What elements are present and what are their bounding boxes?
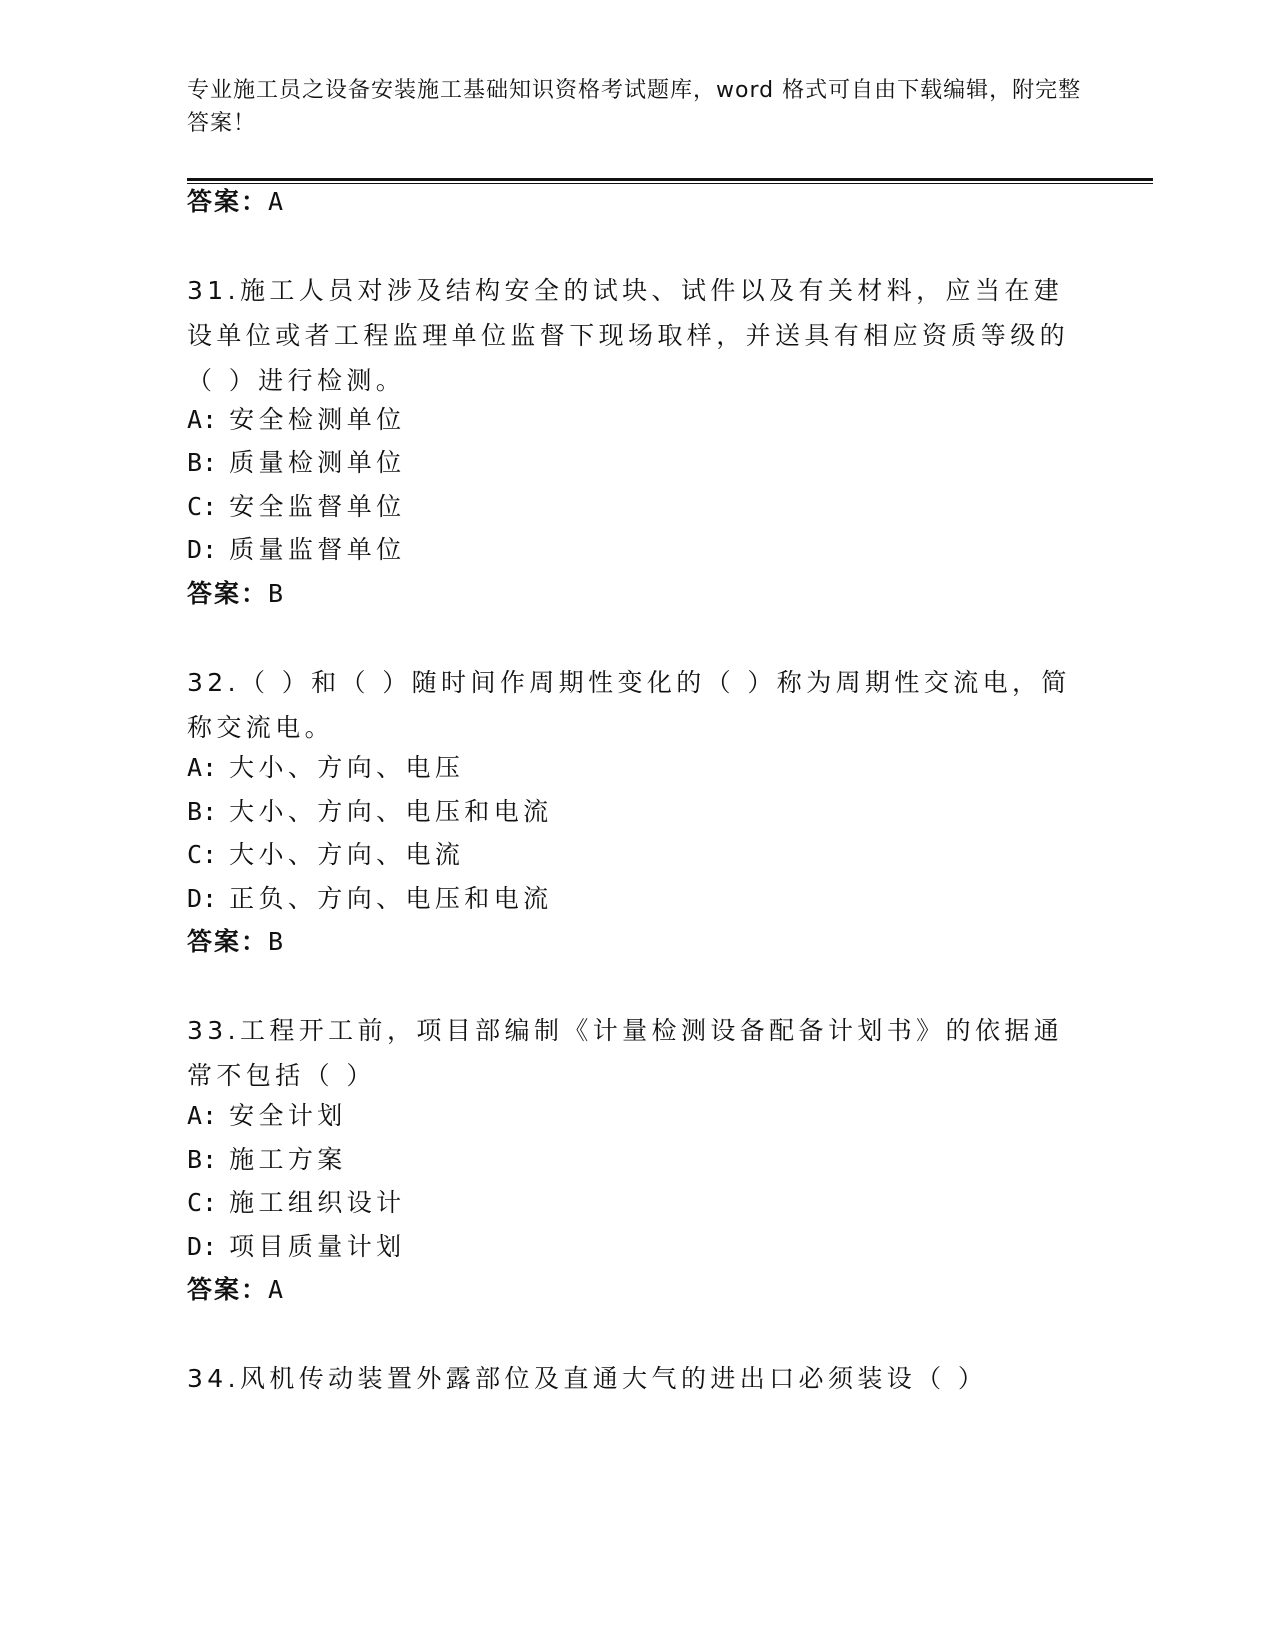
question-32-option-c (187, 837, 464, 873)
option-text: 施工组织设计 (229, 1188, 406, 1217)
answer-line-33 (187, 1272, 285, 1308)
question-34-text: 34.风机传动装置外露部位及直通大气的进出口必须装设（ ） (187, 1364, 988, 1393)
question-31-text: 31.施工人员对涉及结构安全的试块、试件以及有关材料，应当在建设单位或者工程监理单位监督下现场取样，并送具有相应资质等级的（ ）进行检测。 (187, 276, 1070, 395)
header-divider-thin (187, 183, 1153, 184)
question-31-option-c (187, 489, 406, 525)
answer-label: 答案： (187, 579, 269, 608)
option-letter: B: (187, 1145, 218, 1174)
answer-value: A (268, 1275, 286, 1304)
question-32-option-a (187, 750, 464, 786)
option-text: 大小、方向、电流 (229, 840, 465, 869)
question-31-option-b (187, 445, 406, 481)
question-32-text: 32.（ ）和（ ）随时间作周期性变化的（ ）称为周期性交流电，简称交流电。 (187, 668, 1071, 742)
option-letter: B: (187, 448, 218, 477)
question-33-option-c (187, 1185, 406, 1221)
option-letter: D: (187, 1232, 218, 1261)
option-text: 质量监督单位 (229, 535, 406, 564)
option-letter: B: (187, 797, 218, 826)
option-text: 施工方案 (229, 1145, 347, 1174)
question-33-option-b (187, 1142, 347, 1178)
option-text: 大小、方向、电压 (229, 753, 465, 782)
document-header: 专业施工员之设备安装施工基础知识资格考试题库，word 格式可自由下载编辑，附完整答案！ (187, 78, 1082, 136)
option-text: 正负、方向、电压和电流 (229, 884, 553, 913)
answer-label: 答案： (187, 927, 269, 956)
option-text: 安全计划 (229, 1101, 347, 1130)
question-33-text: 33.工程开工前，项目部编制《计量检测设备配备计划书》的依据通常不包括（ ） (187, 1016, 1064, 1090)
option-letter: C: (187, 1188, 218, 1217)
option-text: 项目质量计划 (229, 1232, 406, 1261)
option-letter: A: (187, 405, 218, 434)
question-31-option-d (187, 532, 406, 568)
answer-label: 答案： (187, 187, 269, 216)
answer-label: 答案： (187, 1275, 269, 1304)
answer-value: A (268, 187, 286, 216)
answer-value: B (268, 927, 286, 956)
answer-line-30 (187, 184, 285, 220)
question-32-option-d (187, 881, 553, 917)
question-33-option-a (187, 1098, 347, 1134)
option-letter: C: (187, 492, 218, 521)
option-text: 大小、方向、电压和电流 (229, 797, 553, 826)
option-letter: C: (187, 840, 218, 869)
option-letter: A: (187, 753, 218, 782)
header-divider-thick (187, 178, 1153, 181)
option-letter: D: (187, 884, 218, 913)
answer-value: B (268, 579, 286, 608)
question-33-option-d (187, 1229, 406, 1265)
option-text: 质量检测单位 (229, 448, 406, 477)
option-letter: D: (187, 535, 218, 564)
answer-line-32 (187, 924, 285, 960)
question-32-option-b (187, 794, 553, 830)
option-text: 安全监督单位 (229, 492, 406, 521)
option-letter: A: (187, 1101, 218, 1130)
answer-line-31 (187, 576, 285, 612)
option-text: 安全检测单位 (229, 405, 406, 434)
question-31-option-a (187, 402, 406, 438)
